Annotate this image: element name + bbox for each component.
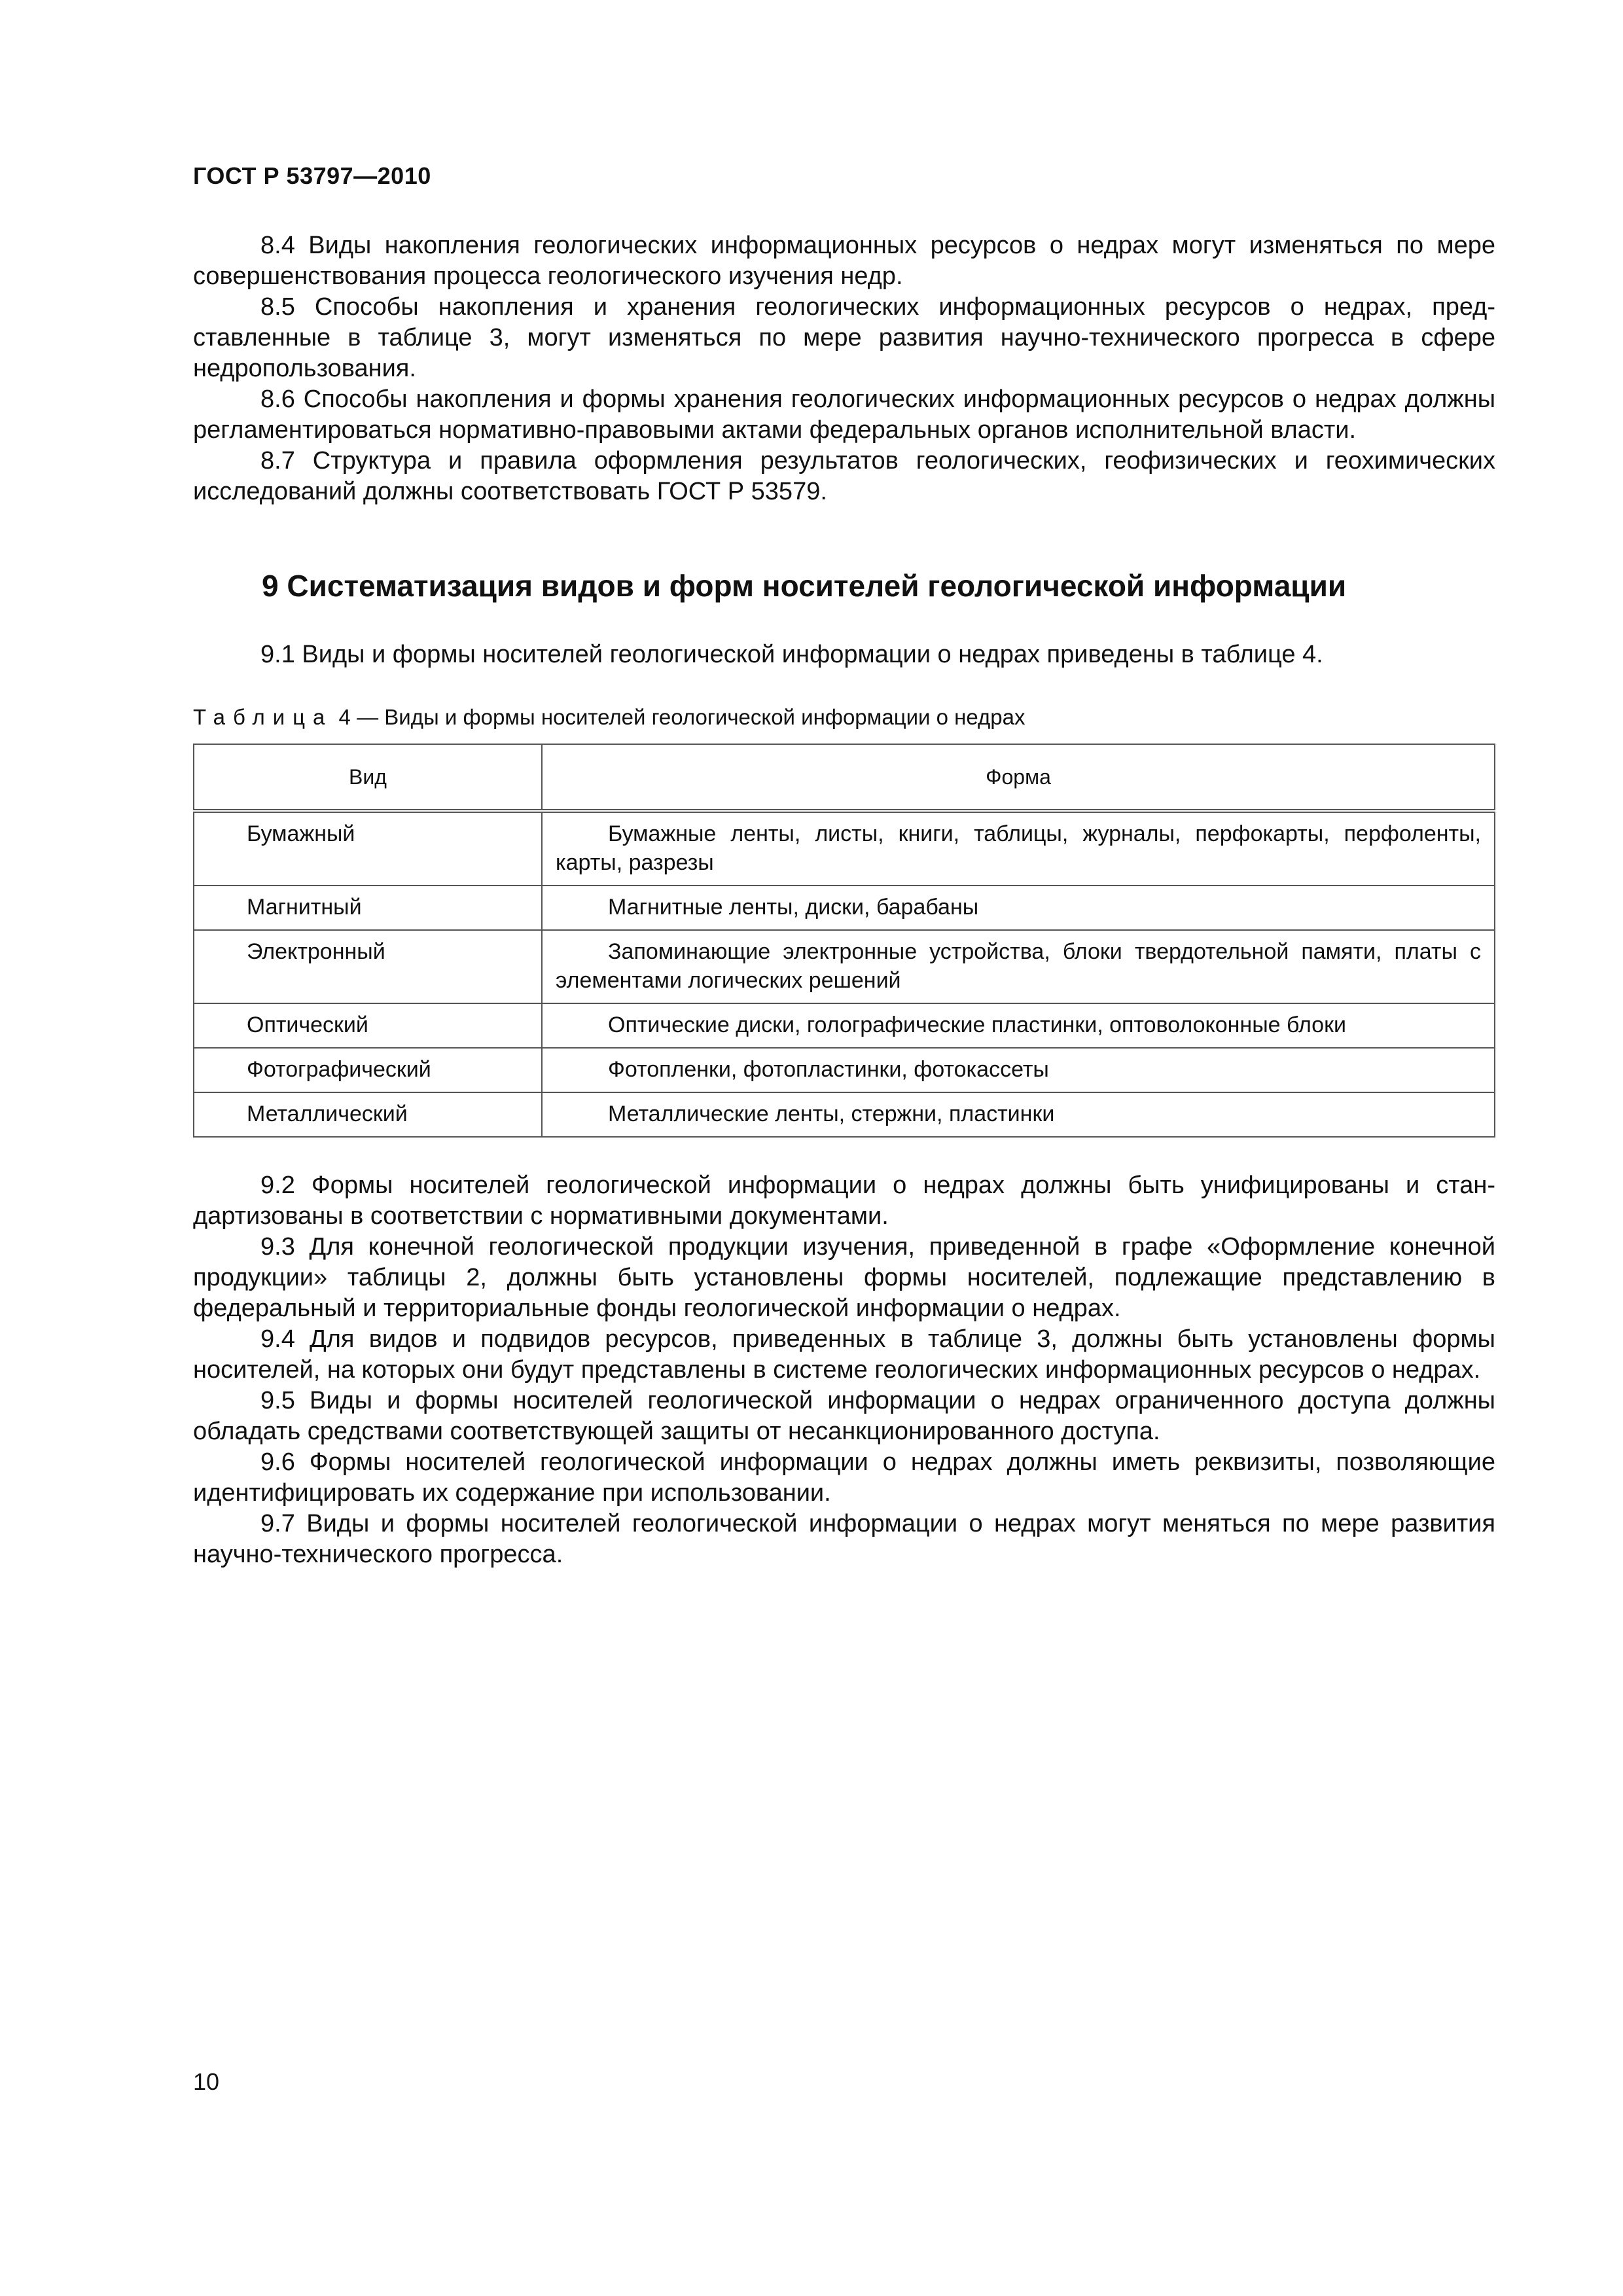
cell-form: Металлические ленты, стержни, пластинки (542, 1092, 1495, 1137)
table-row (194, 1048, 1495, 1092)
paragraph-8-4: 8.4 Виды накопления геологических информационных ресурсов о недрах могут изменяться по мере совершенствования процесса геологического изучения недр. (193, 232, 1495, 290)
cell-kind: Бумажный (194, 811, 542, 886)
cell-kind: Электронный (194, 930, 542, 1003)
paragraph-9-1: 9.1 Виды и формы носителей геологической информации о недрах приведены в таблице 4. (260, 641, 1323, 668)
table-caption-label: Таблица (193, 705, 333, 729)
table-media-types (193, 744, 1495, 1138)
cell-form: Оптические диски, голографические пластинки, оптоволоконные блоки (542, 1003, 1495, 1048)
paragraph-8-6: 8.6 Способы накопления и формы хранения геологических информационных ресурсов о недрах должны регламентироваться нормативно-правовыми актами федеральных органов исполнительной власти. (193, 386, 1495, 444)
cell-kind: Магнитный (194, 886, 542, 930)
cell-kind: Металлический (194, 1092, 542, 1137)
cell-form: Фотопленки, фотопластинки, фотокассеты (542, 1048, 1495, 1092)
section-8-text (193, 230, 1495, 507)
cell-form: Магнитные ленты, диски, барабаны (542, 886, 1495, 930)
table-row (194, 811, 1495, 886)
paragraph-8-5: 8.5 Способы накопления и хранения геологических информационных ресурсов о недрах, представленные в таблице 3, могут изменяться по мере развития научно-технического прогресса в сфере недропользования. (193, 293, 1495, 382)
table-row (194, 1003, 1495, 1048)
column-header-form: Форма (542, 744, 1495, 811)
table-header-row (194, 744, 1495, 811)
section-9-title: 9 Систематизация видов и форм носителей геологической информации (262, 569, 1347, 603)
paragraph-8-7: 8.7 Структура и правила оформления результатов геологических, геофизических и геохимических исследований должны соответствовать ГОСТ Р 53579. (193, 447, 1495, 505)
paragraph-9-7: 9.7 Виды и формы носителей геологической информации о недрах могут меняться по мере развития научно-технического прогресса. (193, 1510, 1495, 1568)
cell-form: Бумажные ленты, листы, книги, таблицы, журналы, перфокарты, перфоленты, карты, разрезы (542, 811, 1495, 886)
paragraph-9-6: 9.6 Формы носителей геологической информации о недрах должны иметь реквизиты, позволяющие идентифицировать их содержание при использовании. (193, 1448, 1495, 1507)
paragraph-9-4: 9.4 Для видов и подвидов ресурсов, приведенных в таблице 3, должны быть установлены формы носителей, на которых они будут представлены в системе геологических информационных ресурсов о недрах. (193, 1325, 1495, 1384)
table-row (194, 886, 1495, 930)
table-caption (193, 705, 1025, 730)
section-9-intro (193, 639, 1495, 670)
column-header-kind: Вид (194, 744, 542, 811)
cell-kind: Оптический (194, 1003, 542, 1048)
document-header: ГОСТ Р 53797—2010 (193, 162, 431, 189)
table-row (194, 1092, 1495, 1137)
table-caption-text: 4 — Виды и формы носителей геологической информации о недрах (332, 705, 1026, 729)
cell-form: Запоминающие электронные устройства, блоки твердотельной памяти, платы с элементами логических решений (542, 930, 1495, 1003)
paragraph-9-5: 9.5 Виды и формы носителей геологической информации о недрах ограниченного доступа должны обладать средствами соответствующей защиты от несанкционированного доступа. (193, 1387, 1495, 1445)
paragraph-9-2: 9.2 Формы носителей геологической информации о недрах должны быть унифицированы и стандартизованы в соответствии с нормативными документами. (193, 1172, 1495, 1230)
cell-kind: Фотографический (194, 1048, 542, 1092)
section-9-text (193, 1170, 1495, 1570)
table-row (194, 930, 1495, 1003)
page-number: 10 (193, 2068, 220, 2095)
paragraph-9-3: 9.3 Для конечной геологической продукции изучения, приведенной в графе «Оформление конечной продукции» таблицы 2, должны быть установлены формы носителей, подлежащие представлению в федеральный и территориальные фонды геологической информации о недрах. (193, 1233, 1495, 1322)
